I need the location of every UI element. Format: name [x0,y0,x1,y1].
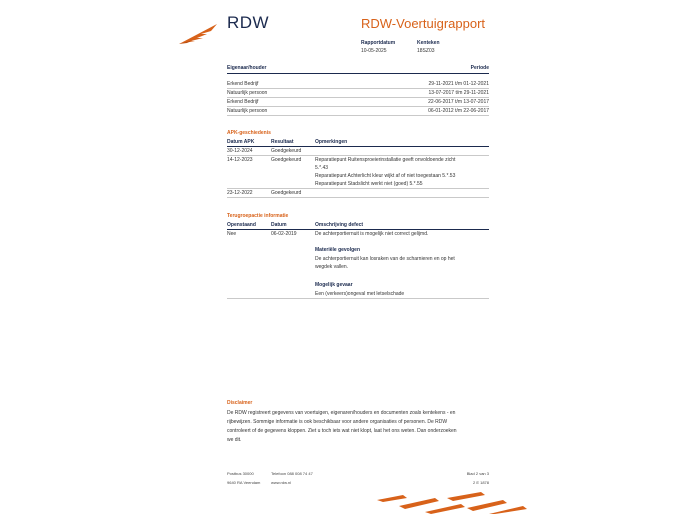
apk-date-column-header: Datum APK [227,139,255,145]
recall-open-value: Nee [227,231,237,237]
footer-phone: Telefoon 088 008 74 47 [271,471,313,476]
plate-label: Kenteken [417,40,440,46]
row-divider [227,106,489,107]
row-divider [227,115,489,116]
owner-row-1-period: 29-11-2021 t/m 01-12-2021 [428,81,489,87]
row-divider [227,88,489,89]
report-date-value: 10-05-2025 [361,48,387,54]
apk-remarks-column-header: Opmerkingen [315,139,348,145]
row-divider [227,197,489,198]
recall-description: De achterportiernuit is mogelijk niet correct gelijmd. [315,231,429,237]
brand-name: RDW [227,13,270,32]
apk-row-3-result: Goedgekeurd [271,190,302,196]
owner-row-4-period: 06-01-2012 t/m 22-06-2017 [428,108,489,114]
footer-city: 9640 RA Veendam [227,480,261,485]
footer-postbus: Postbus 30000 [227,471,254,476]
recall-desc-column-header: Omschrijving defect [315,222,364,228]
apk-row-2-remark-2: 5.*.43 [315,165,329,171]
possible-danger-heading: Mogelijk gevaar [315,282,353,288]
owner-row-4-owner: Natuurlijk persoon [227,108,268,114]
apk-heading: APK-geschiedenis [227,130,271,136]
apk-row-2-date: 14-12-2023 [227,157,253,163]
recall-heading: Terugroepactie informatie [227,213,289,219]
rdw-stripes-icon [377,492,527,514]
apk-row-2-result: Goedgekeurd [271,157,302,163]
owner-row-1-owner: Erkend Bedrijf [227,81,259,87]
footer-website[interactable]: www.rdw.nl [271,480,292,485]
footer-page-number: Blad 2 van 3 [466,471,489,476]
recall-header-rule [227,229,489,230]
owner-column-header: Eigenaar/houder [227,65,267,71]
material-consequences-line-2: wegdek vallen. [315,264,349,270]
material-consequences-heading: Materiële gevolgen [315,247,361,253]
disclaimer-line-4: we dit. [227,437,242,443]
owner-row-3-owner: Erkend Bedrijf [227,99,259,105]
row-divider [227,155,489,156]
row-divider [227,188,489,189]
apk-row-1-result: Goedgekeurd [271,148,302,154]
apk-row-2-remark-1: Reparatiepunt Ruitensproeierinstallatie geeft onvoldoende zicht [315,157,456,163]
apk-row-1-date: 30-12-2024 [227,148,253,154]
owner-row-2-owner: Natuurlijk persoon [227,90,268,96]
recall-date-value: 06-02-2019 [271,231,297,237]
apk-header-rule [227,146,489,147]
disclaimer-line-3: controleert of de gegevens kloppen. Ziet u toch iets wat niet klopt, laat het ons weten. Dan onderzoeken [227,428,457,434]
material-consequences-line-1: De achterportiernuit kan losraken van de scharnieren en op het [315,256,455,262]
disclaimer-line-1: De RDW registreert gegevens van voertuigen, eigenaren/houders en documenten zoals kentekens - en [227,410,456,416]
owner-row-2-period: 13-07-2017 t/m 29-11-2021 [428,90,489,96]
apk-row-2-remark-3: Reparatiepunt Achterlicht kleur wijkt af of niet toegestaan 5.*.53 [315,173,456,179]
disclaimer-line-2: rijbewijzen. Sommige informatie is ook beschikbaar voor andere organisaties of personen. De RDW [227,419,448,425]
owner-row-3-period: 22-06-2017 t/m 13-07-2017 [428,99,489,105]
recall-date-column-header: Datum [271,222,287,228]
row-divider [227,97,489,98]
row-divider [227,298,489,299]
apk-row-3-date: 23-12-2022 [227,190,253,196]
owners-header-rule [227,73,489,74]
apk-row-2-remark-4: Reparatiepunt Stadslicht werkt niet (goed) 5.*.55 [315,181,423,187]
document-title: RDW-Voertuigrapport [361,16,486,31]
footer-code: 2 E 1878 [472,480,489,485]
rdw-logo-icon [177,22,219,46]
report-date-label: Rapportdatum [361,40,396,46]
plate-value: 18SZ03 [417,48,435,54]
period-column-header: Periode [470,65,489,71]
recall-open-column-header: Openstaand [227,222,256,228]
apk-result-column-header: Resultaat [271,139,294,145]
possible-danger-text: Een (verkeers)ongeval met letselschade [315,291,405,297]
disclaimer-heading: Disclaimer [227,400,253,406]
